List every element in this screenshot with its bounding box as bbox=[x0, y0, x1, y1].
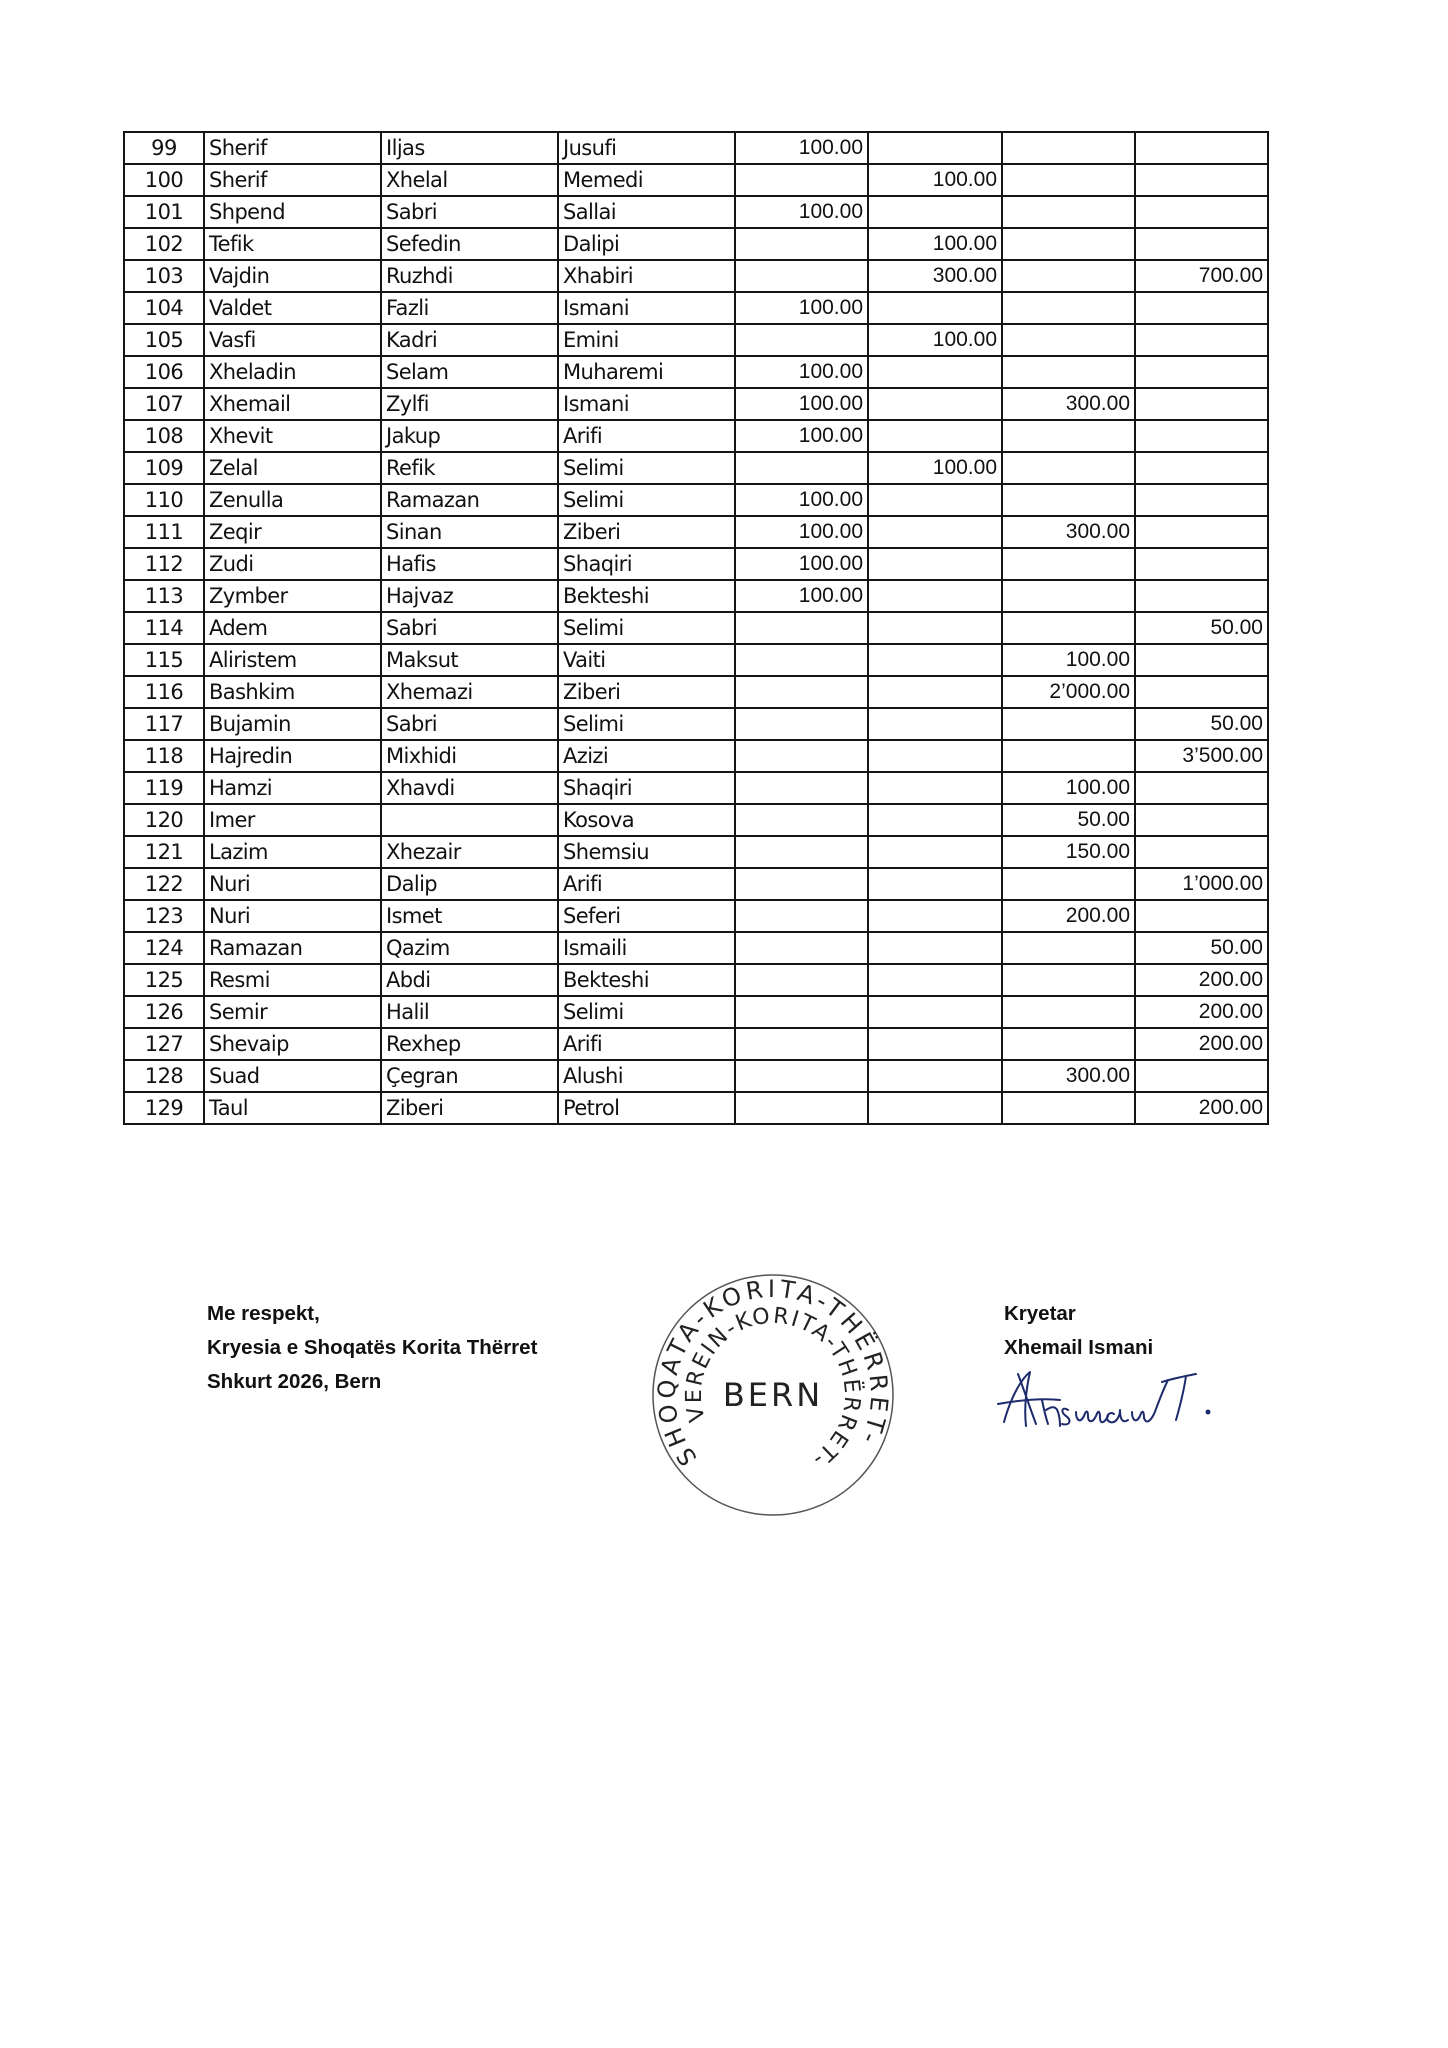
cell-last-name: Selimi bbox=[558, 708, 735, 740]
cell-amount-2 bbox=[868, 612, 1002, 644]
cell-amount-2: 100.00 bbox=[868, 324, 1002, 356]
cell-last-name: Ziberi bbox=[558, 516, 735, 548]
table-row bbox=[124, 164, 1268, 196]
cell-father-name: Xhemazi bbox=[381, 676, 558, 708]
cell-amount-1 bbox=[735, 1060, 868, 1092]
cell-first-name: Ramazan bbox=[204, 932, 381, 964]
cell-number: 129 bbox=[124, 1092, 204, 1124]
cell-first-name: Imer bbox=[204, 804, 381, 836]
table-row bbox=[124, 1060, 1268, 1092]
cell-first-name: Suad bbox=[204, 1060, 381, 1092]
cell-amount-1 bbox=[735, 1028, 868, 1060]
cell-last-name: Dalipi bbox=[558, 228, 735, 260]
cell-amount-3 bbox=[1002, 196, 1135, 228]
association-stamp bbox=[650, 1272, 896, 1518]
cell-amount-3 bbox=[1002, 612, 1135, 644]
cell-first-name: Zelal bbox=[204, 452, 381, 484]
cell-amount-1 bbox=[735, 900, 868, 932]
cell-amount-2 bbox=[868, 740, 1002, 772]
cell-amount-2 bbox=[868, 356, 1002, 388]
stamp-inner-path: VEREIN-KORITA-THËRRET- bbox=[681, 1303, 865, 1473]
cell-amount-2 bbox=[868, 964, 1002, 996]
cell-amount-1 bbox=[735, 708, 868, 740]
cell-amount-3: 300.00 bbox=[1002, 1060, 1135, 1092]
cell-amount-4: 200.00 bbox=[1135, 1092, 1268, 1124]
organization-name: Kryesia e Shoqatës Korita Thërret bbox=[207, 1336, 538, 1359]
cell-number: 106 bbox=[124, 356, 204, 388]
cell-amount-1 bbox=[735, 932, 868, 964]
cell-number: 99 bbox=[124, 132, 204, 164]
cell-amount-3: 100.00 bbox=[1002, 772, 1135, 804]
cell-father-name: Zylfi bbox=[381, 388, 558, 420]
cell-last-name: Arifi bbox=[558, 420, 735, 452]
cell-father-name: Iljas bbox=[381, 132, 558, 164]
cell-amount-3 bbox=[1002, 740, 1135, 772]
table-row bbox=[124, 964, 1268, 996]
cell-last-name: Muharemi bbox=[558, 356, 735, 388]
cell-last-name: Ismaili bbox=[558, 932, 735, 964]
table-row bbox=[124, 356, 1268, 388]
cell-father-name: Hajvaz bbox=[381, 580, 558, 612]
cell-amount-1 bbox=[735, 740, 868, 772]
cell-number: 100 bbox=[124, 164, 204, 196]
cell-amount-1: 100.00 bbox=[735, 580, 868, 612]
cell-first-name: Lazim bbox=[204, 836, 381, 868]
table-row bbox=[124, 484, 1268, 516]
table-row bbox=[124, 580, 1268, 612]
cell-amount-3: 2’000.00 bbox=[1002, 676, 1135, 708]
cell-father-name: Sabri bbox=[381, 196, 558, 228]
cell-number: 120 bbox=[124, 804, 204, 836]
cell-amount-3 bbox=[1002, 164, 1135, 196]
cell-number: 105 bbox=[124, 324, 204, 356]
stamp-center-text: BERN bbox=[722, 1376, 824, 1414]
table-row bbox=[124, 1028, 1268, 1060]
cell-number: 121 bbox=[124, 836, 204, 868]
cell-first-name: Hamzi bbox=[204, 772, 381, 804]
cell-amount-3 bbox=[1002, 868, 1135, 900]
cell-amount-2 bbox=[868, 676, 1002, 708]
cell-amount-3: 300.00 bbox=[1002, 388, 1135, 420]
cell-last-name: Ismani bbox=[558, 292, 735, 324]
cell-amount-4 bbox=[1135, 1060, 1268, 1092]
cell-father-name: Ruzhdi bbox=[381, 260, 558, 292]
cell-father-name: Ziberi bbox=[381, 1092, 558, 1124]
cell-amount-4 bbox=[1135, 548, 1268, 580]
cell-amount-3: 300.00 bbox=[1002, 516, 1135, 548]
cell-last-name: Sallai bbox=[558, 196, 735, 228]
cell-last-name: Shaqiri bbox=[558, 548, 735, 580]
cell-number: 112 bbox=[124, 548, 204, 580]
cell-first-name: Zudi bbox=[204, 548, 381, 580]
cell-first-name: Aliristem bbox=[204, 644, 381, 676]
table-row bbox=[124, 868, 1268, 900]
cell-last-name: Bekteshi bbox=[558, 964, 735, 996]
cell-last-name: Emini bbox=[558, 324, 735, 356]
cell-amount-2 bbox=[868, 836, 1002, 868]
cell-first-name: Resmi bbox=[204, 964, 381, 996]
cell-amount-1 bbox=[735, 164, 868, 196]
cell-last-name: Alushi bbox=[558, 1060, 735, 1092]
table-row bbox=[124, 132, 1268, 164]
cell-amount-3 bbox=[1002, 484, 1135, 516]
cell-amount-1: 100.00 bbox=[735, 132, 868, 164]
stamp-outer-path: SHOQATA-KORITA-THËRRET- bbox=[652, 1274, 894, 1471]
table-row bbox=[124, 836, 1268, 868]
cell-number: 110 bbox=[124, 484, 204, 516]
cell-father-name: Sefedin bbox=[381, 228, 558, 260]
cell-first-name: Sherif bbox=[204, 132, 381, 164]
date-place: Shkurt 2026, Bern bbox=[207, 1370, 382, 1393]
cell-first-name: Bashkim bbox=[204, 676, 381, 708]
cell-amount-2 bbox=[868, 996, 1002, 1028]
cell-amount-2 bbox=[868, 196, 1002, 228]
cell-father-name: Xhezair bbox=[381, 836, 558, 868]
cell-number: 109 bbox=[124, 452, 204, 484]
cell-amount-2 bbox=[868, 772, 1002, 804]
cell-amount-4: 200.00 bbox=[1135, 964, 1268, 996]
cell-amount-2 bbox=[868, 1028, 1002, 1060]
cell-amount-1 bbox=[735, 804, 868, 836]
cell-amount-1 bbox=[735, 964, 868, 996]
cell-father-name: Rexhep bbox=[381, 1028, 558, 1060]
cell-first-name: Zeqir bbox=[204, 516, 381, 548]
cell-father-name: Xhavdi bbox=[381, 772, 558, 804]
cell-first-name: Shpend bbox=[204, 196, 381, 228]
cell-amount-4 bbox=[1135, 292, 1268, 324]
cell-number: 119 bbox=[124, 772, 204, 804]
cell-number: 128 bbox=[124, 1060, 204, 1092]
cell-father-name: Refik bbox=[381, 452, 558, 484]
cell-father-name: Hafis bbox=[381, 548, 558, 580]
table-row bbox=[124, 516, 1268, 548]
cell-first-name: Vasfi bbox=[204, 324, 381, 356]
table-row bbox=[124, 676, 1268, 708]
signatory-block bbox=[1004, 1297, 1153, 1365]
cell-amount-2: 100.00 bbox=[868, 452, 1002, 484]
cell-amount-4 bbox=[1135, 676, 1268, 708]
table-row bbox=[124, 420, 1268, 452]
cell-amount-1 bbox=[735, 612, 868, 644]
cell-first-name: Xhevit bbox=[204, 420, 381, 452]
cell-amount-1 bbox=[735, 324, 868, 356]
cell-amount-3 bbox=[1002, 292, 1135, 324]
cell-number: 103 bbox=[124, 260, 204, 292]
table-row bbox=[124, 228, 1268, 260]
closing-block bbox=[207, 1297, 537, 1399]
table-row bbox=[124, 996, 1268, 1028]
cell-father-name: Sabri bbox=[381, 708, 558, 740]
cell-number: 118 bbox=[124, 740, 204, 772]
cell-amount-3 bbox=[1002, 324, 1135, 356]
cell-amount-3: 150.00 bbox=[1002, 836, 1135, 868]
cell-amount-3 bbox=[1002, 580, 1135, 612]
cell-amount-2 bbox=[868, 420, 1002, 452]
cell-last-name: Selimi bbox=[558, 612, 735, 644]
cell-last-name: Selimi bbox=[558, 996, 735, 1028]
table-body bbox=[124, 132, 1268, 1124]
table-row bbox=[124, 804, 1268, 836]
cell-amount-1 bbox=[735, 772, 868, 804]
cell-last-name: Shemsiu bbox=[558, 836, 735, 868]
cell-amount-4 bbox=[1135, 772, 1268, 804]
cell-amount-4: 700.00 bbox=[1135, 260, 1268, 292]
cell-amount-4 bbox=[1135, 356, 1268, 388]
cell-amount-4: 50.00 bbox=[1135, 612, 1268, 644]
cell-father-name: Jakup bbox=[381, 420, 558, 452]
cell-amount-1 bbox=[735, 228, 868, 260]
cell-last-name: Jusufi bbox=[558, 132, 735, 164]
table-row bbox=[124, 772, 1268, 804]
cell-amount-4 bbox=[1135, 164, 1268, 196]
cell-amount-1 bbox=[735, 260, 868, 292]
cell-amount-1: 100.00 bbox=[735, 196, 868, 228]
table-row bbox=[124, 292, 1268, 324]
cell-father-name: Mixhidi bbox=[381, 740, 558, 772]
cell-number: 122 bbox=[124, 868, 204, 900]
cell-first-name: Zenulla bbox=[204, 484, 381, 516]
cell-amount-3 bbox=[1002, 964, 1135, 996]
cell-amount-2 bbox=[868, 1060, 1002, 1092]
cell-amount-1 bbox=[735, 868, 868, 900]
cell-amount-2 bbox=[868, 868, 1002, 900]
cell-amount-1 bbox=[735, 836, 868, 868]
cell-father-name: Çegran bbox=[381, 1060, 558, 1092]
cell-last-name: Ismani bbox=[558, 388, 735, 420]
cell-last-name: Ziberi bbox=[558, 676, 735, 708]
cell-first-name: Hajredin bbox=[204, 740, 381, 772]
cell-number: 116 bbox=[124, 676, 204, 708]
cell-amount-4 bbox=[1135, 132, 1268, 164]
cell-father-name: Qazim bbox=[381, 932, 558, 964]
table-row bbox=[124, 260, 1268, 292]
contributions-table bbox=[123, 131, 1269, 1125]
cell-amount-4 bbox=[1135, 516, 1268, 548]
cell-first-name: Semir bbox=[204, 996, 381, 1028]
cell-amount-2 bbox=[868, 548, 1002, 580]
closing-text: Me respekt, bbox=[207, 1302, 320, 1325]
table-row bbox=[124, 740, 1268, 772]
cell-last-name: Seferi bbox=[558, 900, 735, 932]
cell-amount-1 bbox=[735, 644, 868, 676]
cell-last-name: Xhabiri bbox=[558, 260, 735, 292]
cell-number: 125 bbox=[124, 964, 204, 996]
table-row bbox=[124, 612, 1268, 644]
table-row bbox=[124, 548, 1268, 580]
cell-first-name: Tefik bbox=[204, 228, 381, 260]
cell-amount-3 bbox=[1002, 708, 1135, 740]
cell-amount-2 bbox=[868, 644, 1002, 676]
cell-amount-2 bbox=[868, 388, 1002, 420]
cell-father-name: Ramazan bbox=[381, 484, 558, 516]
cell-amount-1: 100.00 bbox=[735, 356, 868, 388]
cell-number: 107 bbox=[124, 388, 204, 420]
cell-amount-3 bbox=[1002, 1092, 1135, 1124]
cell-number: 104 bbox=[124, 292, 204, 324]
table-row bbox=[124, 388, 1268, 420]
cell-first-name: Xhemail bbox=[204, 388, 381, 420]
cell-number: 123 bbox=[124, 900, 204, 932]
handwritten-signature bbox=[990, 1360, 1260, 1440]
cell-amount-4: 200.00 bbox=[1135, 996, 1268, 1028]
cell-amount-2 bbox=[868, 484, 1002, 516]
cell-amount-3: 200.00 bbox=[1002, 900, 1135, 932]
cell-first-name: Adem bbox=[204, 612, 381, 644]
cell-father-name: Sabri bbox=[381, 612, 558, 644]
cell-first-name: Taul bbox=[204, 1092, 381, 1124]
cell-amount-4 bbox=[1135, 580, 1268, 612]
cell-last-name: Petrol bbox=[558, 1092, 735, 1124]
cell-father-name: Halil bbox=[381, 996, 558, 1028]
cell-number: 124 bbox=[124, 932, 204, 964]
cell-amount-1 bbox=[735, 452, 868, 484]
cell-last-name: Selimi bbox=[558, 452, 735, 484]
signatory-name: Xhemail Ismani bbox=[1004, 1336, 1154, 1359]
cell-amount-4 bbox=[1135, 196, 1268, 228]
cell-amount-2 bbox=[868, 580, 1002, 612]
table-row bbox=[124, 644, 1268, 676]
cell-amount-4 bbox=[1135, 420, 1268, 452]
cell-amount-1 bbox=[735, 996, 868, 1028]
cell-first-name: Sherif bbox=[204, 164, 381, 196]
cell-amount-1: 100.00 bbox=[735, 420, 868, 452]
cell-amount-3: 100.00 bbox=[1002, 644, 1135, 676]
cell-last-name: Memedi bbox=[558, 164, 735, 196]
cell-father-name: Fazli bbox=[381, 292, 558, 324]
cell-first-name: Nuri bbox=[204, 900, 381, 932]
table-row bbox=[124, 324, 1268, 356]
cell-first-name: Zymber bbox=[204, 580, 381, 612]
cell-number: 114 bbox=[124, 612, 204, 644]
cell-amount-4: 50.00 bbox=[1135, 708, 1268, 740]
cell-number: 101 bbox=[124, 196, 204, 228]
cell-amount-2 bbox=[868, 516, 1002, 548]
cell-amount-4: 50.00 bbox=[1135, 932, 1268, 964]
cell-father-name: Ismet bbox=[381, 900, 558, 932]
cell-amount-4 bbox=[1135, 644, 1268, 676]
table-row bbox=[124, 900, 1268, 932]
cell-amount-4 bbox=[1135, 324, 1268, 356]
cell-first-name: Nuri bbox=[204, 868, 381, 900]
cell-father-name: Selam bbox=[381, 356, 558, 388]
cell-amount-3: 50.00 bbox=[1002, 804, 1135, 836]
cell-amount-2 bbox=[868, 932, 1002, 964]
cell-amount-3 bbox=[1002, 996, 1135, 1028]
cell-amount-4 bbox=[1135, 484, 1268, 516]
cell-father-name: Sinan bbox=[381, 516, 558, 548]
cell-amount-2 bbox=[868, 900, 1002, 932]
cell-number: 127 bbox=[124, 1028, 204, 1060]
cell-amount-4 bbox=[1135, 804, 1268, 836]
cell-amount-3 bbox=[1002, 548, 1135, 580]
cell-last-name: Azizi bbox=[558, 740, 735, 772]
cell-first-name: Vajdin bbox=[204, 260, 381, 292]
cell-amount-3 bbox=[1002, 932, 1135, 964]
cell-first-name: Shevaip bbox=[204, 1028, 381, 1060]
cell-amount-4 bbox=[1135, 388, 1268, 420]
cell-amount-3 bbox=[1002, 260, 1135, 292]
cell-first-name: Xheladin bbox=[204, 356, 381, 388]
cell-amount-4: 1’000.00 bbox=[1135, 868, 1268, 900]
cell-amount-4 bbox=[1135, 900, 1268, 932]
cell-amount-4: 200.00 bbox=[1135, 1028, 1268, 1060]
cell-amount-4 bbox=[1135, 452, 1268, 484]
cell-amount-2: 100.00 bbox=[868, 228, 1002, 260]
cell-amount-4 bbox=[1135, 228, 1268, 260]
cell-father-name: Xhelal bbox=[381, 164, 558, 196]
cell-amount-2 bbox=[868, 1092, 1002, 1124]
cell-amount-4 bbox=[1135, 836, 1268, 868]
cell-amount-2: 300.00 bbox=[868, 260, 1002, 292]
cell-number: 126 bbox=[124, 996, 204, 1028]
table-row bbox=[124, 452, 1268, 484]
table-row bbox=[124, 708, 1268, 740]
cell-first-name: Valdet bbox=[204, 292, 381, 324]
cell-father-name bbox=[381, 804, 558, 836]
cell-amount-3 bbox=[1002, 452, 1135, 484]
cell-number: 113 bbox=[124, 580, 204, 612]
cell-amount-1: 100.00 bbox=[735, 388, 868, 420]
cell-amount-3 bbox=[1002, 1028, 1135, 1060]
cell-amount-1 bbox=[735, 676, 868, 708]
cell-number: 111 bbox=[124, 516, 204, 548]
cell-father-name: Dalip bbox=[381, 868, 558, 900]
cell-amount-2: 100.00 bbox=[868, 164, 1002, 196]
cell-last-name: Selimi bbox=[558, 484, 735, 516]
cell-number: 115 bbox=[124, 644, 204, 676]
cell-number: 117 bbox=[124, 708, 204, 740]
cell-first-name: Bujamin bbox=[204, 708, 381, 740]
cell-number: 108 bbox=[124, 420, 204, 452]
cell-amount-3 bbox=[1002, 132, 1135, 164]
cell-amount-1: 100.00 bbox=[735, 292, 868, 324]
cell-amount-2 bbox=[868, 804, 1002, 836]
cell-amount-1: 100.00 bbox=[735, 516, 868, 548]
cell-last-name: Vaiti bbox=[558, 644, 735, 676]
cell-last-name: Arifi bbox=[558, 1028, 735, 1060]
table-row bbox=[124, 1092, 1268, 1124]
cell-amount-4: 3’500.00 bbox=[1135, 740, 1268, 772]
cell-amount-1: 100.00 bbox=[735, 484, 868, 516]
cell-amount-1 bbox=[735, 1092, 868, 1124]
cell-amount-2 bbox=[868, 292, 1002, 324]
signatory-role: Kryetar bbox=[1004, 1302, 1076, 1325]
cell-last-name: Bekteshi bbox=[558, 580, 735, 612]
cell-last-name: Shaqiri bbox=[558, 772, 735, 804]
cell-father-name: Kadri bbox=[381, 324, 558, 356]
cell-amount-3 bbox=[1002, 228, 1135, 260]
table-row bbox=[124, 196, 1268, 228]
table-row bbox=[124, 932, 1268, 964]
cell-amount-1: 100.00 bbox=[735, 548, 868, 580]
cell-amount-2 bbox=[868, 132, 1002, 164]
cell-amount-2 bbox=[868, 708, 1002, 740]
cell-father-name: Maksut bbox=[381, 644, 558, 676]
cell-last-name: Arifi bbox=[558, 868, 735, 900]
cell-number: 102 bbox=[124, 228, 204, 260]
cell-last-name: Kosova bbox=[558, 804, 735, 836]
cell-amount-3 bbox=[1002, 356, 1135, 388]
cell-father-name: Abdi bbox=[381, 964, 558, 996]
cell-amount-3 bbox=[1002, 420, 1135, 452]
